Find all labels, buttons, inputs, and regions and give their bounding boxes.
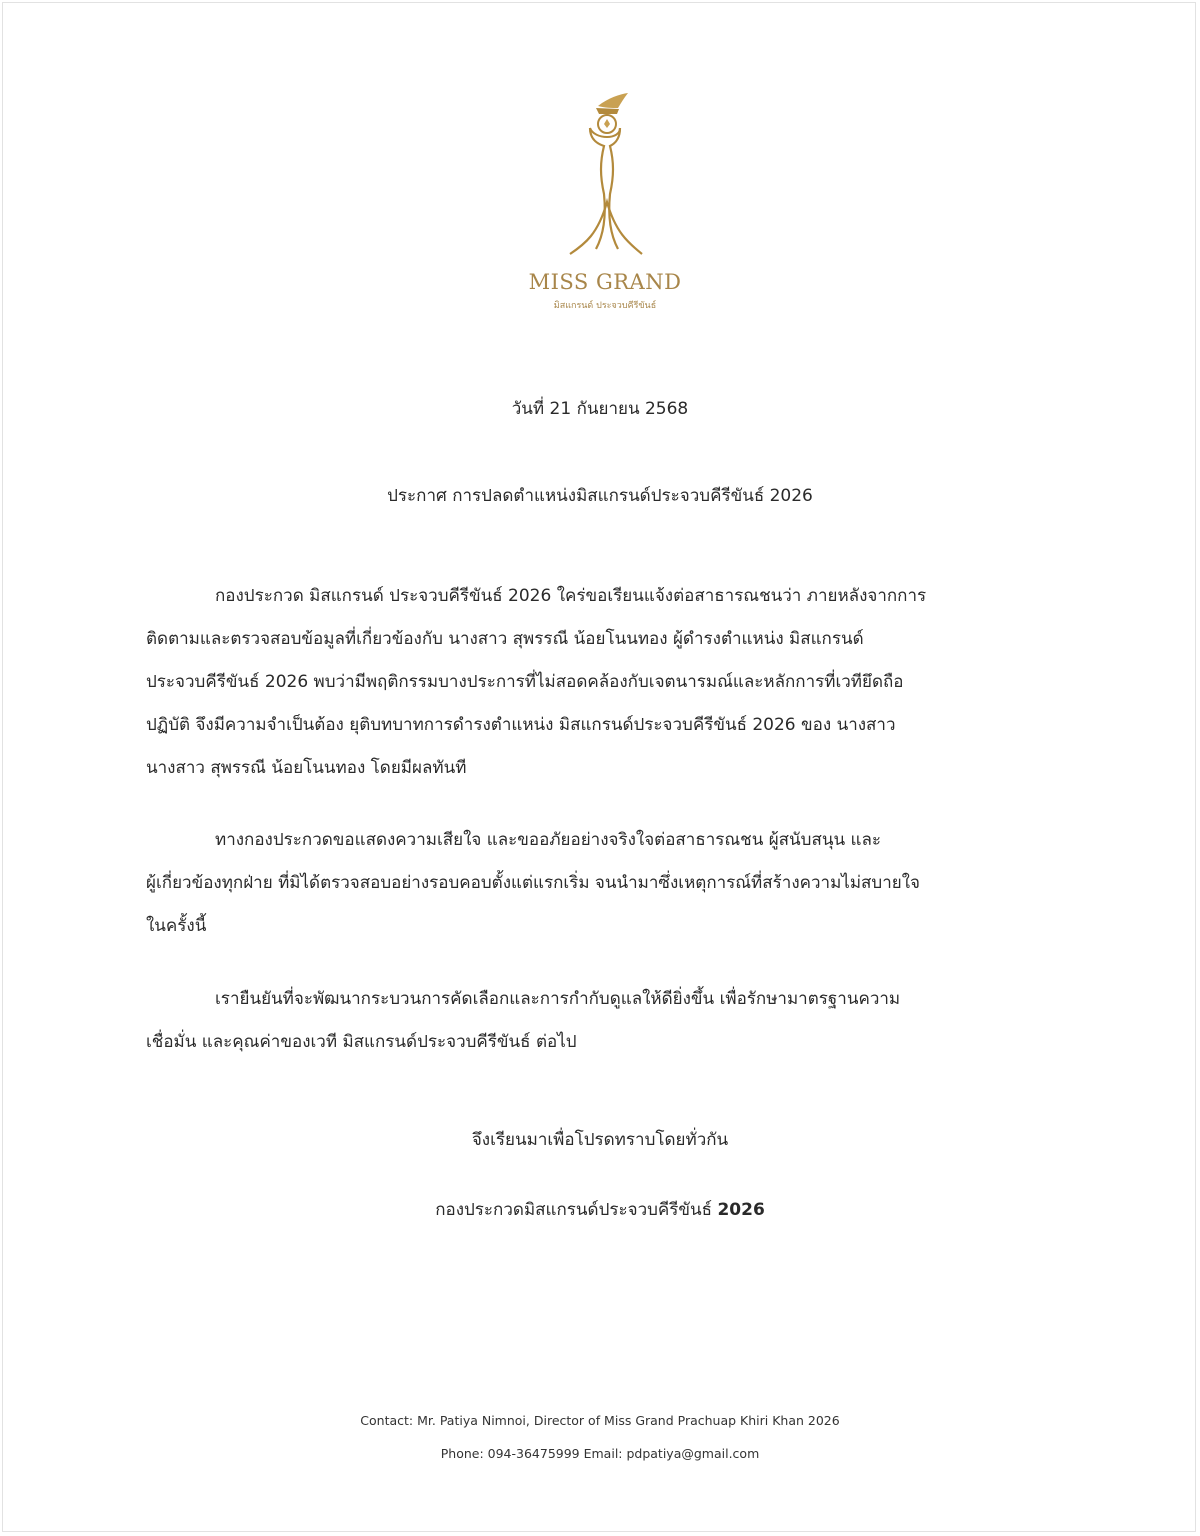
letter-title: ประกาศ การปลดตำแหน่งมิสแกรนด์ประจวบคีรีขันธ์ 2026 [387, 486, 813, 506]
signature-year: 2026 [717, 1200, 765, 1220]
paragraph-1-line-3: ประจวบคีรีขันธ์ 2026 พบว่ามีพฤติกรรมบางประการที่ไม่สอดคล้องกับเจตนารมณ์และหลักการที่เวทียึดถือ [146, 672, 904, 692]
letter-signoff: จึงเรียนมาเพื่อโปรดทราบโดยทั่วกัน [471, 1130, 729, 1150]
paragraph-1-line-5: นางสาว สุพรรณี น้อยโนนทอง โดยมีผลทันที [146, 758, 467, 778]
paragraph-2-line-2: ผู้เกี่ยวข้องทุกฝ่าย ที่มิได้ตรวจสอบอย่างรอบคอบตั้งแต่แรกเริ่ม จนนำมาซึ่งเหตุการณ์ที่สร้างความไม่สบายใจ [146, 873, 920, 893]
miss-grand-logo [520, 84, 690, 314]
paragraph-2-line-3: ในครั้งนี้ [146, 916, 207, 936]
paragraph-1-line-4: ปฏิบัติ จึงมีความจำเป็นต้อง ยุติบทบาทการดำรงตำแหน่ง มิสแกรนด์ประจวบคีรีขันธ์ 2026 ของ นางสาว [146, 715, 896, 735]
paragraph-1-line-2: ติดตามและตรวจสอบข้อมูลที่เกี่ยวข้องกับ นางสาว สุพรรณี น้อยโนนทอง ผู้ดำรงตำแหน่ง มิสแกรนด์ [146, 629, 864, 649]
crown-figure-icon [520, 84, 690, 274]
brand-name: MISS GRAND [528, 270, 682, 294]
letter-signature [0, 1196, 1200, 1223]
paragraph-3-line-1: เรายืนยันที่จะพัฒนากระบวนการคัดเลือกและการกำกับดูแลให้ดียิ่งขึ้น เพื่อรักษามาตรฐานความ [215, 989, 901, 1009]
brand-subtitle: มิสแกรนด์ ประจวบคีรีขันธ์ [553, 301, 657, 311]
signature-text: กองประกวดมิสแกรนด์ประจวบคีรีขันธ์ [435, 1200, 718, 1220]
paragraph-3-line-2: เชื่อมั่น และคุณค่าของเวที มิสแกรนด์ประจวบคีรีขันธ์ ต่อไป [146, 1032, 577, 1052]
footer-contact: Contact: Mr. Patiya Nimnoi, Director of Miss Grand Prachuap Khiri Khan 2026 [360, 1413, 840, 1428]
footer-phone-email: Phone: 094-36475999 Email: pdpatiya@gmail.com [440, 1446, 760, 1461]
paragraph-2-line-1: ทางกองประกวดขอแสดงความเสียใจ และขออภัยอย่างจริงใจต่อสาธารณชน ผู้สนับสนุน และ [215, 830, 881, 850]
letter-date: วันที่ 21 กันยายน 2568 [511, 399, 689, 419]
paragraph-1-line-1: กองประกวด มิสแกรนด์ ประจวบคีรีขันธ์ 2026 ใคร่ขอเรียนแจ้งต่อสาธารณชนว่า ภายหลังจากการ [215, 586, 927, 606]
